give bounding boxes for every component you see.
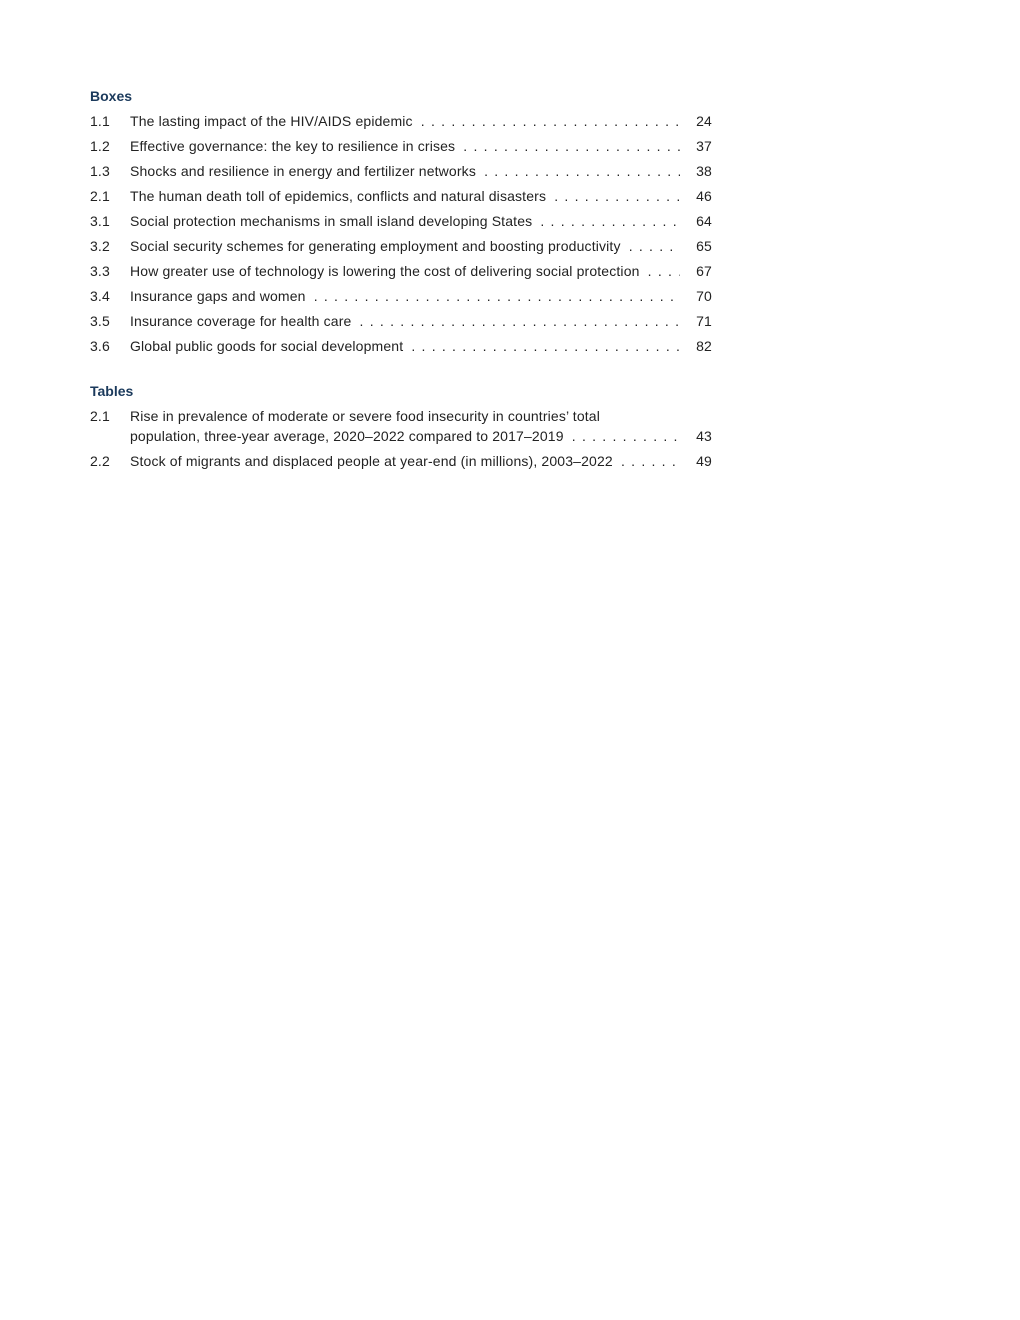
entry-title: Effective governance: the key to resilience in crises — [130, 138, 458, 154]
entry-title-leader — [130, 311, 680, 331]
entry-title-leader — [130, 406, 680, 446]
toc-entry-box-3-6[interactable] — [90, 336, 712, 356]
entry-page-number: 70 — [696, 288, 712, 304]
entry-number: 3.3 — [90, 263, 110, 279]
entry-title: The human death toll of epidemics, conflicts and natural disasters — [130, 188, 549, 204]
entry-number: 3.2 — [90, 238, 110, 254]
toc-entry-box-3-5[interactable] — [90, 311, 712, 331]
entry-page-number: 43 — [696, 428, 712, 444]
entry-page-number: 71 — [696, 313, 712, 329]
entry-title-leader — [130, 136, 680, 156]
toc-entry-box-1-1[interactable] — [90, 111, 712, 131]
entry-page-number: 37 — [696, 138, 712, 154]
entry-number: 2.1 — [90, 408, 110, 424]
entry-title-leader — [130, 211, 680, 231]
toc-entry-box-2-1[interactable] — [90, 186, 712, 206]
entry-page-number: 49 — [696, 453, 712, 469]
toc-entry-box-1-3[interactable] — [90, 161, 712, 181]
entry-number: 3.6 — [90, 338, 110, 354]
entry-title: Stock of migrants and displaced people at year-end (in millions), 2003–2022 — [130, 453, 616, 469]
entry-number: 1.2 — [90, 138, 110, 154]
toc-entry-box-3-3[interactable] — [90, 261, 712, 281]
entry-title-line-2: population, three-year average, 2020–2022 compared to 2017–2019 — [130, 428, 567, 444]
entry-title-leader — [130, 286, 680, 306]
entry-title: How greater use of technology is lowering the cost of delivering social protection — [130, 263, 643, 279]
entry-title: Global public goods for social development — [130, 338, 406, 354]
entry-title: Social security schemes for generating employment and boosting productivity — [130, 238, 624, 254]
entry-title: Insurance gaps and women — [130, 288, 309, 304]
entry-number: 1.3 — [90, 163, 110, 179]
entry-page-number: 24 — [696, 113, 712, 129]
entry-number: 3.1 — [90, 213, 110, 229]
entry-page-number: 82 — [696, 338, 712, 354]
section-spacer — [90, 361, 712, 381]
entry-page-number: 38 — [696, 163, 712, 179]
tables-heading: Tables — [90, 383, 134, 399]
entry-page-number: 46 — [696, 188, 712, 204]
entry-title-leader — [130, 111, 680, 131]
entry-title-leader — [130, 161, 680, 181]
entry-number: 2.1 — [90, 188, 110, 204]
entry-title-leader — [130, 236, 680, 256]
entry-number: 3.5 — [90, 313, 110, 329]
entry-page-number: 65 — [696, 238, 712, 254]
entry-title-leader — [130, 261, 680, 281]
toc-entry-box-3-2[interactable] — [90, 236, 712, 256]
entry-number: 3.4 — [90, 288, 110, 304]
entry-title: The lasting impact of the HIV/AIDS epidemic — [130, 113, 416, 129]
boxes-heading: Boxes — [90, 88, 133, 104]
entry-title: Shocks and resilience in energy and fertilizer networks — [130, 163, 479, 179]
entry-number: 2.2 — [90, 453, 110, 469]
entry-page-number: 67 — [696, 263, 712, 279]
toc-entry-table-2-1[interactable] — [90, 406, 712, 446]
toc-entry-table-2-2[interactable] — [90, 451, 712, 471]
entry-title: Insurance coverage for health care — [130, 313, 354, 329]
entry-number: 1.1 — [90, 113, 110, 129]
entry-title-line-1: Rise in prevalence of moderate or severe food insecurity in countries’ total — [130, 408, 601, 424]
toc-entry-box-3-1[interactable] — [90, 211, 712, 231]
entry-title: Social protection mechanisms in small island developing States — [130, 213, 535, 229]
entry-page-number: 64 — [696, 213, 712, 229]
entry-title-leader — [130, 336, 680, 356]
toc-entry-box-3-4[interactable] — [90, 286, 712, 306]
toc-entry-box-1-2[interactable] — [90, 136, 712, 156]
entry-title-leader — [130, 186, 680, 206]
list-of-boxes-and-tables — [90, 86, 712, 476]
entry-title-leader — [130, 451, 680, 471]
